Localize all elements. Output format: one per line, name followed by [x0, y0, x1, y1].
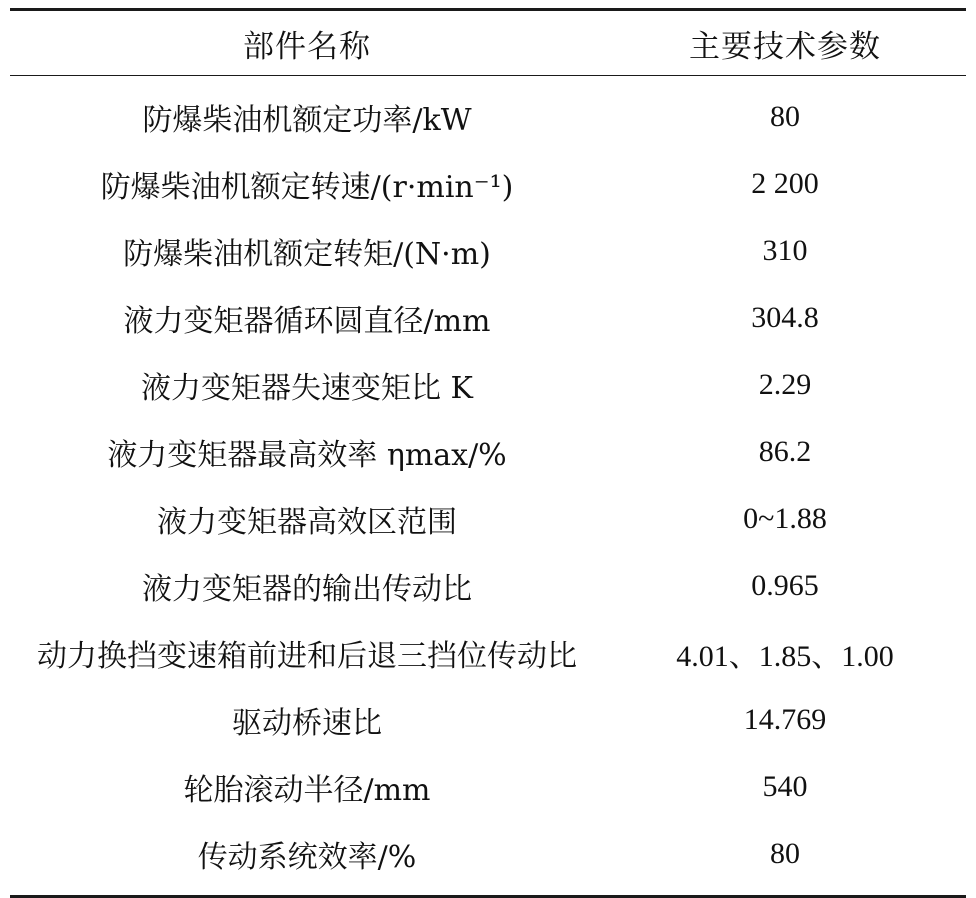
table-row — [10, 619, 966, 686]
row-name: 液力变矩器的输出传动比 — [142, 571, 472, 607]
row-name: 液力变矩器最高效率 ηmax/% — [107, 437, 507, 473]
table-row — [10, 284, 966, 351]
table-row — [10, 485, 966, 552]
row-name: 防爆柴油机额定转速/(r·min⁻¹) — [100, 169, 514, 205]
row-value: 14.769 — [743, 702, 827, 736]
row-name: 驱动桥速比 — [232, 705, 382, 741]
header-component-name: 部件名称 — [243, 28, 371, 65]
table-row — [10, 686, 966, 753]
row-name: 液力变矩器失速变矩比 K — [141, 370, 473, 406]
header-technical-params: 主要技术参数 — [689, 28, 881, 65]
row-value: 2.29 — [758, 367, 812, 401]
parameter-table — [10, 8, 966, 898]
row-name: 液力变矩器循环圆直径/mm — [123, 303, 491, 339]
row-name: 液力变矩器高效区范围 — [157, 504, 457, 540]
table-row — [10, 552, 966, 619]
table-row — [10, 753, 966, 820]
row-value: 0.965 — [751, 568, 819, 602]
table-row — [10, 418, 966, 485]
table-row — [10, 217, 966, 284]
table-row — [10, 351, 966, 418]
row-value: 304.8 — [751, 300, 819, 334]
table-row — [10, 83, 966, 150]
row-name: 传动系统效率/% — [197, 839, 417, 875]
row-value: 2 200 — [751, 166, 819, 200]
row-value: 0~1.88 — [743, 501, 827, 535]
row-value: 540 — [762, 769, 808, 803]
row-name: 防爆柴油机额定功率/kW — [142, 102, 472, 138]
table-row — [10, 820, 966, 887]
row-name: 防爆柴油机额定转矩/(N·m) — [123, 236, 491, 272]
row-name: 轮胎滚动半径/mm — [183, 772, 431, 808]
row-value: 310 — [762, 233, 808, 267]
row-value: 4.01、1.85、1.00 — [676, 639, 894, 673]
table-body — [10, 76, 966, 887]
table-row — [10, 150, 966, 217]
row-name: 动力换挡变速箱前进和后退三挡位传动比 — [37, 638, 577, 674]
table-header-row — [10, 11, 966, 75]
row-value: 80 — [770, 836, 800, 870]
row-value: 86.2 — [758, 434, 812, 468]
row-value: 80 — [770, 99, 800, 133]
